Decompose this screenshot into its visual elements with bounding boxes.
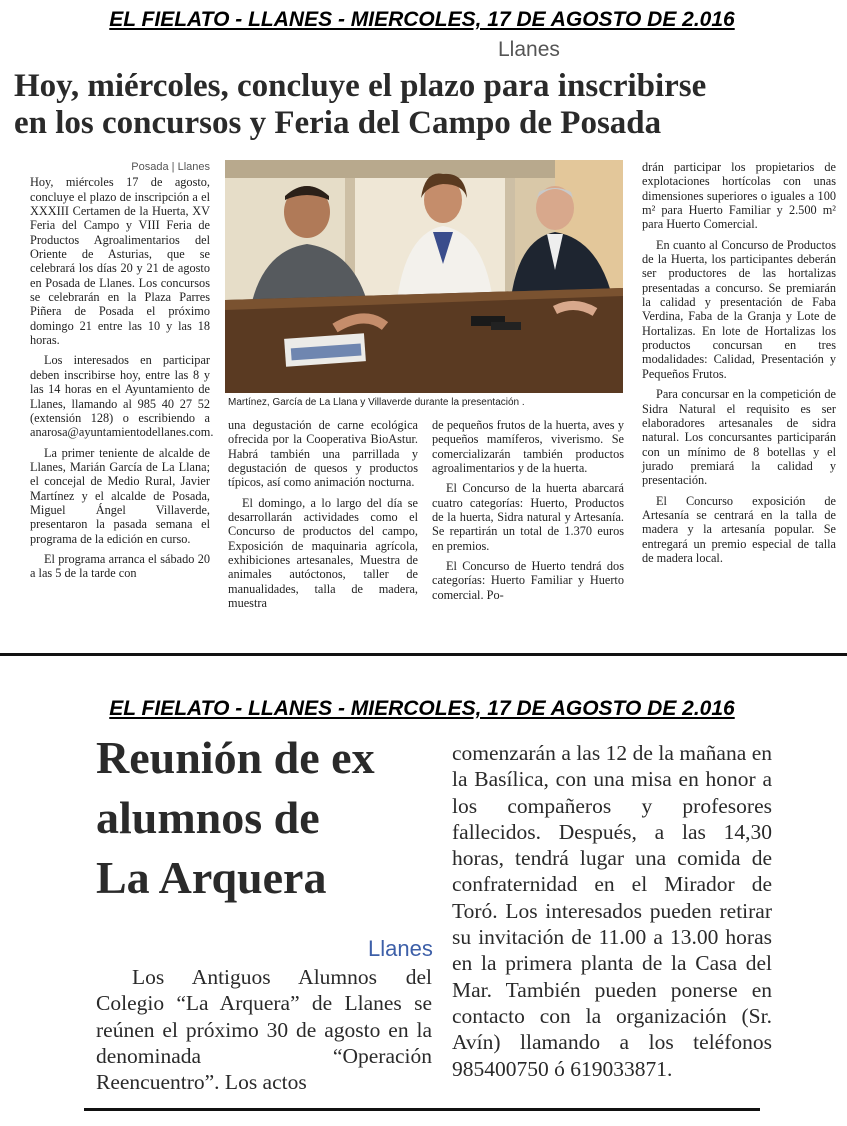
clip1-col3-paragraph: El Concurso de la huerta abarcará cuatro categorías: Huerto, Productos de la huerta, Sidra natural y Artesanía. Se repartirán un total de 1.370 euros en premios.	[432, 481, 624, 553]
clip1-photo-caption: Martínez, García de La Llana y Villaverde durante la presentación .	[228, 397, 525, 408]
clip2-headline-line1: Reunión de ex	[96, 732, 375, 783]
clip2-col2-paragraph: comenzarán a las 12 de la mañana en la Basílica, con una misa en honor a los compañeros y profesores fallecidos. Después, a las 14,30 horas, tendrá lugar una comida de confraternidad en el Mirador de Toró. Los interesados pueden retirar su invitación de 11.00 a 13.00 horas en la primera planta de la Casa del Mar. También pueden ponerse en contacto con la organización (Sr. Avín) llamando a los teléfonos 985400750 ó 619033871.	[452, 741, 772, 1081]
clip1-headline-line2: en los concursos y Feria del Campo de Posada	[14, 104, 662, 141]
clip1-headline	[14, 68, 706, 142]
clip2-headline-line2: alumnos de	[96, 792, 320, 843]
clip2-header: EL FIELATO - LLANES - MIERCOLES, 17 DE AGOSTO DE 2.016	[109, 697, 735, 720]
clip1-col1-paragraph: La primer teniente de alcalde de Llanes, Marián García de La Llana; el concejal de Medio Rural, Javier Martínez y el alcalde de Posada, Miguel Ángel Villaverde, presentaron la pasada semana el programa de la edición en curso.	[30, 445, 210, 546]
clip1-col3-paragraph: El Concurso de Huerto tendrá dos categorías: Huerto Familiar y Huerto comercial. Po-	[432, 559, 624, 602]
clip1-byline: Posada | Llanes	[131, 161, 210, 173]
clip2-bottom-rule	[84, 1108, 760, 1111]
clip2-column-1	[96, 964, 432, 1095]
clip1-col1-paragraph: El programa arranca el sábado 20 a las 5 de la tarde con	[30, 551, 210, 581]
clip1-col1-paragraph: Los interesados en participar deben inscribirse hoy, entre las 8 y las 14 horas en el Ayuntamiento de Llanes, llamando al 985 40 27 52 (extensión 128) o escribiendo a anarosa@ayuntamientodellanes.com.	[30, 353, 214, 440]
clip1-section-label: Llanes	[498, 38, 560, 61]
clip1-col4-paragraph: drán participar los propietarios de explotaciones hortícolas con unas dimensiones superiores o iguales a 100 m² para Huerto Familiar y 2.500 m² para Huerto Comercial.	[642, 160, 836, 232]
clip2-headline-line3: La Arquera	[96, 852, 327, 903]
clip2-col1-paragraph: Los Antiguos Alumnos del Colegio “La Arquera” de Llanes se reúnen el próximo 30 de agosto en la denominada “Operación Reencuentro”. Los actos	[96, 965, 432, 1095]
clip-divider	[0, 653, 847, 656]
clip2-section-label: Llanes	[368, 936, 433, 961]
clip1-col4-paragraph: En cuanto al Concurso de Productos de la Huerta, los participantes deberán ser productores de las hortalizas presentadas a concurso. Se premiarán la calidad y presentación de Faba Verdina, Faba de la Granja y Lote de Hortalizas. En lote de Hortalizas los productos concursan en tres modalidades: Calidad, Presentación y Pequeños Frutos.	[642, 237, 836, 381]
clip1-col1-paragraph: Hoy, miércoles 17 de agosto, concluye el plazo de inscripción a el XXXIII Certamen de la Huerta, XV Feria del Campo y VIII Feria de Productos Agroalimentarios del Oriente de Asturias, que se celebrará los días 20 y 21 de agosto en Posada de Llanes. Los concursos se celebrarán en la Plaza Parres Piñera de Posada el próximo domingo 21 entre las 10 y las 18 horas.	[30, 175, 210, 348]
clip1-column-3	[432, 418, 624, 602]
clip2-column-2	[452, 740, 772, 1082]
clip1-column-2	[228, 418, 418, 610]
clip1-column-4	[642, 160, 836, 565]
clip1-col2-paragraph: El domingo, a lo largo del día se desarrollarán actividades como el Concurso de productos del campo, Exposición de maquinaria agrícola, exhibiciones artesanales, Muestra de animales autóctonos, taller de manualidades, talla de madera, muestra	[228, 495, 418, 611]
clip1-col2-paragraph: una degustación de carne ecológica ofrecida por la Cooperativa BioAstur. Habrá también una parrillada y degustación de quesos y productos típicos, así como animación nocturna.	[228, 418, 418, 490]
presentation-photo-image	[225, 160, 623, 393]
clip1-col3-paragraph: de pequeños frutos de la huerta, aves y pequeños mamíferos, viverismo. Se comercializarán también productos agroalimentarios y de la huerta.	[432, 418, 624, 476]
clip2-headline	[96, 728, 375, 908]
clip1-col4-paragraph: Para concursar en la competición de Sidra Natural el requisito es ser elaboradores artesanales de sidra natural. Los concursantes participarán con un mínimo de 8 botellas y el jurado premiará la calidad y presentación.	[642, 387, 836, 488]
clip1-column-1	[30, 160, 214, 581]
clip1-col4-paragraph: El Concurso exposición de Artesanía se centrará en la talla de madera y la artesanía popular. Se entregará un premio especial de talla de madera local.	[642, 493, 836, 565]
clip1-header: EL FIELATO - LLANES - MIERCOLES, 17 DE AGOSTO DE 2.016	[109, 8, 735, 31]
clip1-photo	[225, 160, 623, 393]
clip1-headline-line1: Hoy, miércoles, concluye el plazo para inscribirse	[14, 68, 707, 104]
